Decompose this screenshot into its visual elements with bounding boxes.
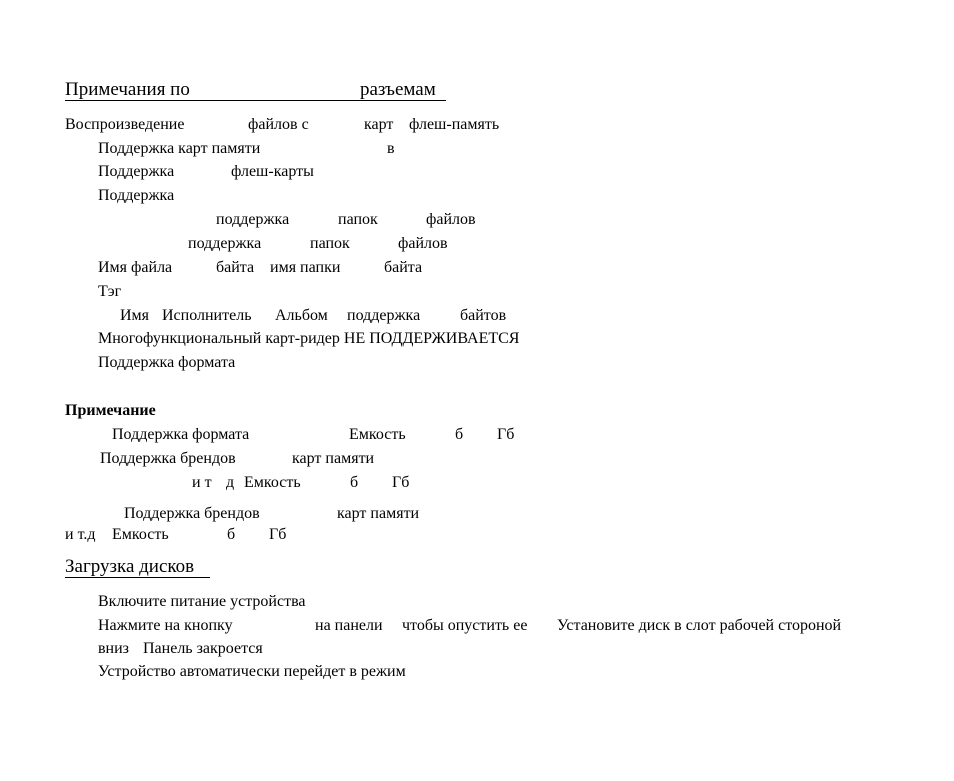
text-fragment: чтобы опустить ее [402, 617, 528, 634]
text-fragment: Емкость [244, 474, 301, 491]
text-fragment: Панель закроется [143, 640, 263, 657]
text-fragment: Имя файла [98, 259, 173, 276]
text-fragment: поддержка [188, 235, 262, 252]
text-fragment: имя папки [270, 259, 341, 276]
text-fragment: байта [384, 259, 423, 276]
text-fragment: папок [310, 235, 350, 252]
note-heading: Примечание [65, 402, 156, 419]
text-fragment: б [350, 474, 359, 491]
text-fragment: карт памяти [292, 450, 375, 467]
text-fragment: карт памяти [337, 505, 420, 522]
section-heading-connectors-part1: Примечания по [65, 79, 190, 100]
text-fragment: поддержка [347, 307, 421, 324]
section-heading-underline [65, 100, 446, 101]
text-fragment: Нажмите на кнопку [98, 617, 233, 634]
text-fragment: файлов [426, 211, 476, 228]
text-fragment: Поддержка формата [98, 354, 236, 371]
text-fragment: Гб [497, 426, 515, 443]
text-fragment: д [226, 474, 235, 491]
section-heading-connectors-part2: разъемам [360, 79, 436, 100]
text-fragment: Воспроизведение [65, 116, 185, 133]
text-fragment: Включите питание устройства [98, 593, 306, 610]
text-fragment: Поддержка брендов [124, 505, 260, 522]
text-fragment: флеш-память [409, 116, 500, 133]
text-fragment: Тэг [98, 283, 122, 300]
text-fragment: на панели [315, 617, 383, 634]
text-fragment: б [227, 526, 236, 543]
text-fragment: вниз [98, 640, 129, 657]
text-fragment: файлов с [248, 116, 309, 133]
text-fragment: Поддержка карт памяти [98, 140, 261, 157]
text-fragment: Имя [120, 307, 150, 324]
text-fragment: Установите диск в слот рабочей стороной [557, 617, 842, 634]
text-fragment: байтов [460, 307, 507, 324]
text-fragment: Поддержка формата [112, 426, 250, 443]
text-fragment: Многофункциональный карт-ридер НЕ ПОДДЕРЖИВАЕТСЯ [98, 330, 520, 347]
text-fragment: Поддержка брендов [100, 450, 236, 467]
text-fragment: карт [364, 116, 394, 133]
text-fragment: и т [192, 474, 212, 491]
text-fragment: поддержка [216, 211, 290, 228]
text-fragment: Гб [392, 474, 410, 491]
text-fragment: папок [338, 211, 378, 228]
text-fragment: Поддержка [98, 163, 175, 180]
text-fragment: Альбом [275, 307, 328, 324]
text-fragment: Емкость [349, 426, 406, 443]
text-fragment: в [387, 140, 395, 157]
text-fragment: файлов [398, 235, 448, 252]
text-fragment: Емкость [112, 526, 169, 543]
text-fragment: и т.д [65, 526, 96, 543]
text-fragment: Исполнитель [162, 307, 252, 324]
text-fragment: Поддержка [98, 187, 175, 204]
text-fragment: байта [216, 259, 255, 276]
section-heading-disc-loading: Загрузка дисков [65, 556, 195, 577]
section-heading-underline [65, 577, 210, 578]
text-fragment: б [455, 426, 464, 443]
text-fragment: флеш-карты [231, 163, 314, 180]
text-fragment: Устройство автоматически перейдет в режим [98, 663, 406, 680]
text-fragment: Гб [269, 526, 287, 543]
